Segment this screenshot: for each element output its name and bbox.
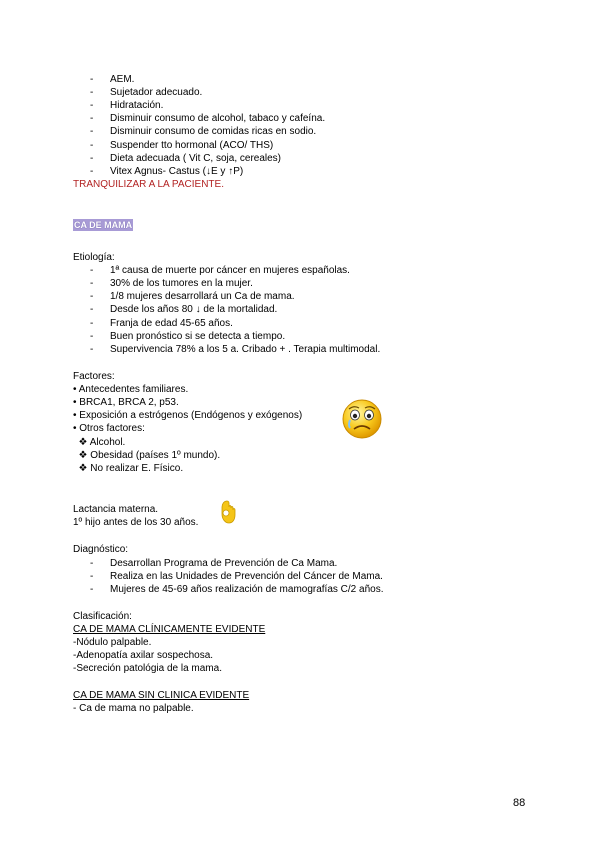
- factor-line: • Otros factores:: [73, 423, 145, 434]
- worried-face-icon: [341, 398, 383, 440]
- factores-heading: Factores:: [73, 371, 115, 382]
- list-item: - 1/8 mujeres desarrollará un Ca de mama.: [90, 291, 295, 302]
- page-number: 88: [513, 797, 526, 809]
- list-item: - Desde los años 80 ↓ de la mortalidad.: [90, 304, 278, 315]
- factor-line: ❖ Alcohol.: [73, 437, 126, 448]
- tranquilizar-note: TRANQUILIZAR A LA PACIENTE.: [73, 179, 224, 190]
- clasificacion-heading: Clasificación:: [73, 611, 132, 622]
- list-item: - Vitex Agnus- Castus (↓E y ↑P): [90, 166, 244, 177]
- clasificacion-item: - Ca de mama no palpable.: [73, 703, 194, 714]
- clasificacion-item: -Nódulo palpable.: [73, 637, 152, 648]
- etiologia-heading: Etiología:: [73, 252, 115, 263]
- list-item: - Disminuir consumo de comidas ricas en sodio.: [90, 126, 317, 137]
- factor-line: • BRCA1, BRCA 2, p53.: [73, 397, 179, 408]
- list-item: - Franja de edad 45-65 años.: [90, 318, 233, 329]
- clasificacion-item: -Adenopatía axilar sospechosa.: [73, 650, 214, 661]
- lactancia-line: 1º hijo antes de los 30 años.: [73, 517, 199, 528]
- list-item: - Disminuir consumo de alcohol, tabaco y cafeína.: [90, 113, 326, 124]
- list-item: - Dieta adecuada ( Vit C, soja, cereales): [90, 153, 282, 164]
- ok-hand-icon: [216, 498, 238, 526]
- factor-line: ❖ Obesidad (países 1º mundo).: [73, 450, 221, 461]
- list-item: - Supervivencia 78% a los 5 a. Cribado + . Terapia multimodal.: [90, 344, 381, 355]
- lactancia-line: Lactancia materna.: [73, 504, 159, 515]
- list-item: - Sujetador adecuado.: [90, 87, 203, 98]
- factor-line: ❖ No realizar E. Físico.: [73, 463, 184, 474]
- section-title: CA DE MAMA: [74, 220, 133, 230]
- diagnostico-heading: Diagnóstico:: [73, 544, 129, 555]
- clasificacion-subheading: CA DE MAMA SIN CLINICA EVIDENTE: [73, 690, 250, 701]
- list-item: - Desarrollan Programa de Prevención de Ca Mama.: [90, 558, 338, 569]
- list-item: - Hidratación.: [90, 100, 164, 111]
- factor-line: • Exposición a estrógenos (Endógenos y exógenos): [73, 410, 303, 421]
- clasificacion-item: -Secreción patológia de la mama.: [73, 663, 222, 674]
- list-item: - 1ª causa de muerte por cáncer en mujeres españolas.: [90, 265, 350, 276]
- list-item: - Realiza en las Unidades de Prevención del Cáncer de Mama.: [90, 571, 383, 582]
- list-item: - Mujeres de 45-69 años realización de mamografías C/2 años.: [90, 584, 384, 595]
- factor-line: • Antecedentes familiares.: [73, 384, 189, 395]
- clasificacion-subheading: CA DE MAMA CLÍNICAMENTE EVIDENTE: [73, 624, 266, 635]
- list-item: - Buen pronóstico si se detecta a tiempo.: [90, 331, 286, 342]
- list-item: - AEM.: [90, 74, 135, 85]
- list-item: - 30% de los tumores en la mujer.: [90, 278, 253, 289]
- list-item: - Suspender tto hormonal (ACO/ THS): [90, 140, 274, 151]
